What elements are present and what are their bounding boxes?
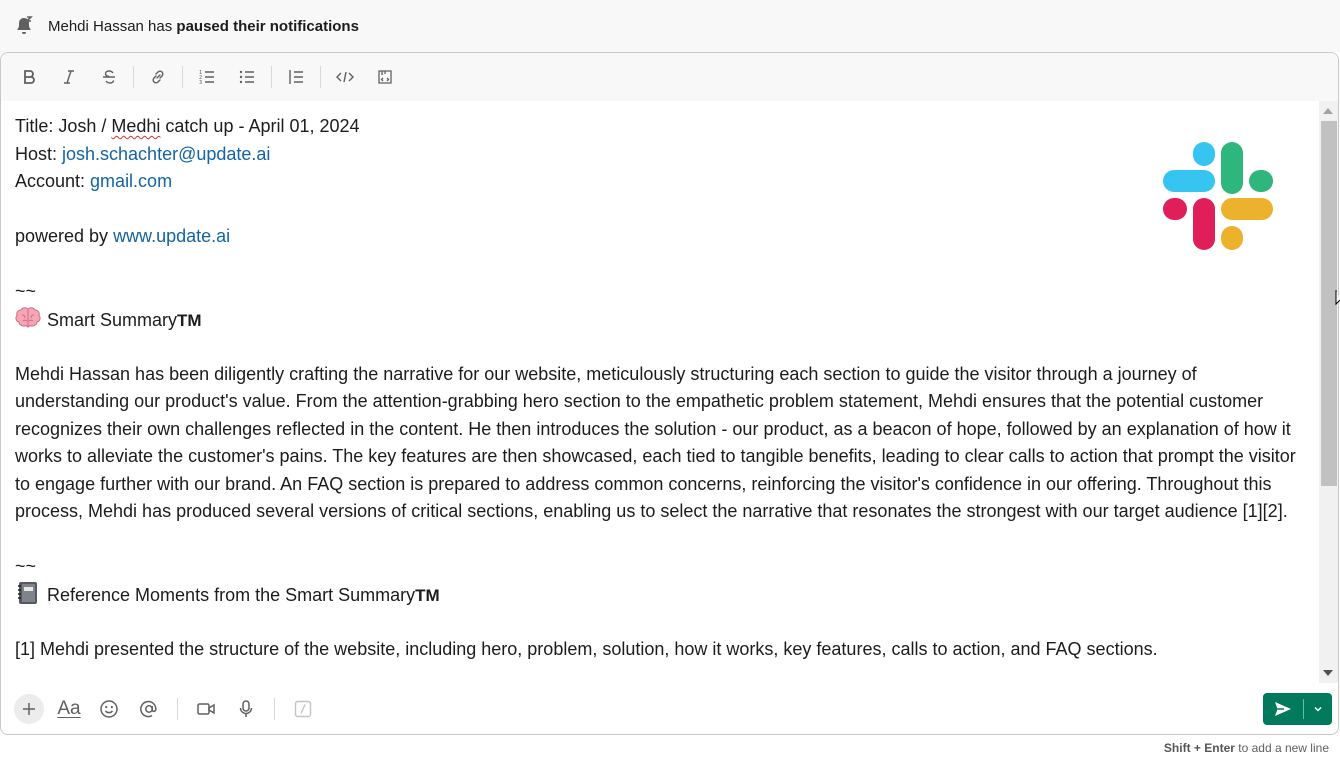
italic-icon[interactable] xyxy=(54,62,84,92)
svg-text:1: 1 xyxy=(199,70,203,76)
powered-label: powered by xyxy=(15,226,114,246)
scroll-down-arrow[interactable] xyxy=(1323,670,1333,676)
slack-logo xyxy=(1163,142,1275,254)
summary-heading xyxy=(15,306,1305,334)
toolbar-divider xyxy=(133,66,134,88)
blank-line xyxy=(15,608,1305,636)
link-icon[interactable] xyxy=(143,62,173,92)
reference-item: [1] Mehdi presented the structure of the website, including hero, problem, solution, how it works, key features, calls to action, and FAQ sections. xyxy=(15,638,1158,659)
host-label: Host: xyxy=(15,143,63,164)
account-label: Account: xyxy=(15,171,91,191)
notice-prefix: Mehdi Hassan has xyxy=(48,17,177,35)
notice-emphasis: paused their notifications xyxy=(176,17,359,35)
brain-icon xyxy=(15,306,41,330)
video-icon[interactable] xyxy=(191,694,221,724)
blank-line xyxy=(15,333,1305,361)
scroll-up-arrow[interactable] xyxy=(1323,108,1333,114)
account-line xyxy=(15,168,1305,196)
mention-icon[interactable] xyxy=(134,694,164,724)
title-prefix: Title: Josh / xyxy=(15,116,112,136)
bulleted-list-icon[interactable] xyxy=(232,62,262,92)
toolbar-divider xyxy=(271,66,272,88)
strikethrough-icon[interactable] xyxy=(94,62,124,92)
notice-text xyxy=(48,18,359,35)
reference-heading-text: Reference Moments from the Smart Summary xyxy=(47,584,416,605)
bell-snooze-icon xyxy=(14,16,34,36)
misspelled-word: Medhi xyxy=(111,116,161,136)
slash-command-icon[interactable] xyxy=(288,694,318,724)
chevron-down-icon[interactable] xyxy=(1304,693,1332,725)
trademark-mark: TM xyxy=(177,310,202,330)
blockquote-icon[interactable] xyxy=(281,62,311,92)
blank-line xyxy=(15,196,1305,224)
notebook-icon xyxy=(15,581,41,605)
account-link[interactable]: gmail.com xyxy=(90,171,173,191)
summary-heading-text: Smart Summary xyxy=(47,309,178,330)
code-block-icon[interactable] xyxy=(370,62,400,92)
blank-line xyxy=(15,526,1305,554)
title-suffix: catch up - April 01, 2024 xyxy=(160,116,360,136)
hint-text: to add a new line xyxy=(1234,741,1329,755)
divider-tilde: ~~ xyxy=(15,281,37,301)
code-icon[interactable] xyxy=(330,62,360,92)
blank-line xyxy=(15,251,1305,279)
notifications-paused-notice xyxy=(0,0,1340,52)
mouse-cursor-icon xyxy=(1335,290,1340,308)
send-button-group xyxy=(1263,693,1332,725)
emoji-icon[interactable] xyxy=(94,694,124,724)
actions-divider xyxy=(177,698,178,720)
composer-actions xyxy=(1,683,1338,735)
bold-icon[interactable] xyxy=(14,62,44,92)
summary-paragraph: Mehdi Hassan has been diligently crafting the narrative for our website, meticulously structuring each section to guide the visitor through a journey of understanding our product's value. From the attention-grabbing hero section to the empathetic problem statement, Mehdi ensures that the potential customer recognizes their own challenges reflected in the content. He then introduces the solution - our product, as a beacon of hope, followed by an explanation of how it works to alleviate the customer's pains. The key features are then showcased, each tied to tangible benefits, leading to clear calls to action that prompt the visitor to engage further with our brand. An FAQ section is prepared to address common concerns, reinforcing the visitor's confidence in our offering. Throughout this process, Mehdi has produced several versions of critical sections, enabling us to select the narrative that resonates the strongest with our target audience [1][2]. xyxy=(15,363,1296,521)
toolbar-divider xyxy=(320,66,321,88)
divider-tilde: ~~ xyxy=(15,556,37,576)
ordered-list-icon[interactable] xyxy=(192,62,222,92)
title-line xyxy=(15,113,1305,141)
message-input[interactable] xyxy=(1,101,1319,683)
vertical-scrollbar[interactable] xyxy=(1319,101,1339,683)
host-line xyxy=(15,141,1305,169)
formatting-toolbar xyxy=(1,53,1338,101)
powered-by-line xyxy=(15,223,1305,251)
svg-text:2: 2 xyxy=(199,75,203,81)
host-email-link[interactable]: josh.schachter@update.ai xyxy=(62,143,271,164)
svg-text:3: 3 xyxy=(199,80,203,86)
update-ai-link[interactable]: www.update.ai xyxy=(113,226,231,246)
send-icon[interactable] xyxy=(1263,693,1303,725)
reference-heading xyxy=(15,581,1305,609)
message-composer xyxy=(0,52,1339,735)
format-label: Aa xyxy=(57,698,81,719)
actions-divider xyxy=(274,698,275,720)
toolbar-divider xyxy=(182,66,183,88)
microphone-icon[interactable] xyxy=(231,694,261,724)
hint-keys: Shift + Enter xyxy=(1163,741,1235,755)
trademark-mark: TM xyxy=(415,585,440,605)
newline-hint xyxy=(1164,741,1329,755)
plus-icon[interactable] xyxy=(14,694,44,724)
format-icon[interactable] xyxy=(54,694,84,724)
